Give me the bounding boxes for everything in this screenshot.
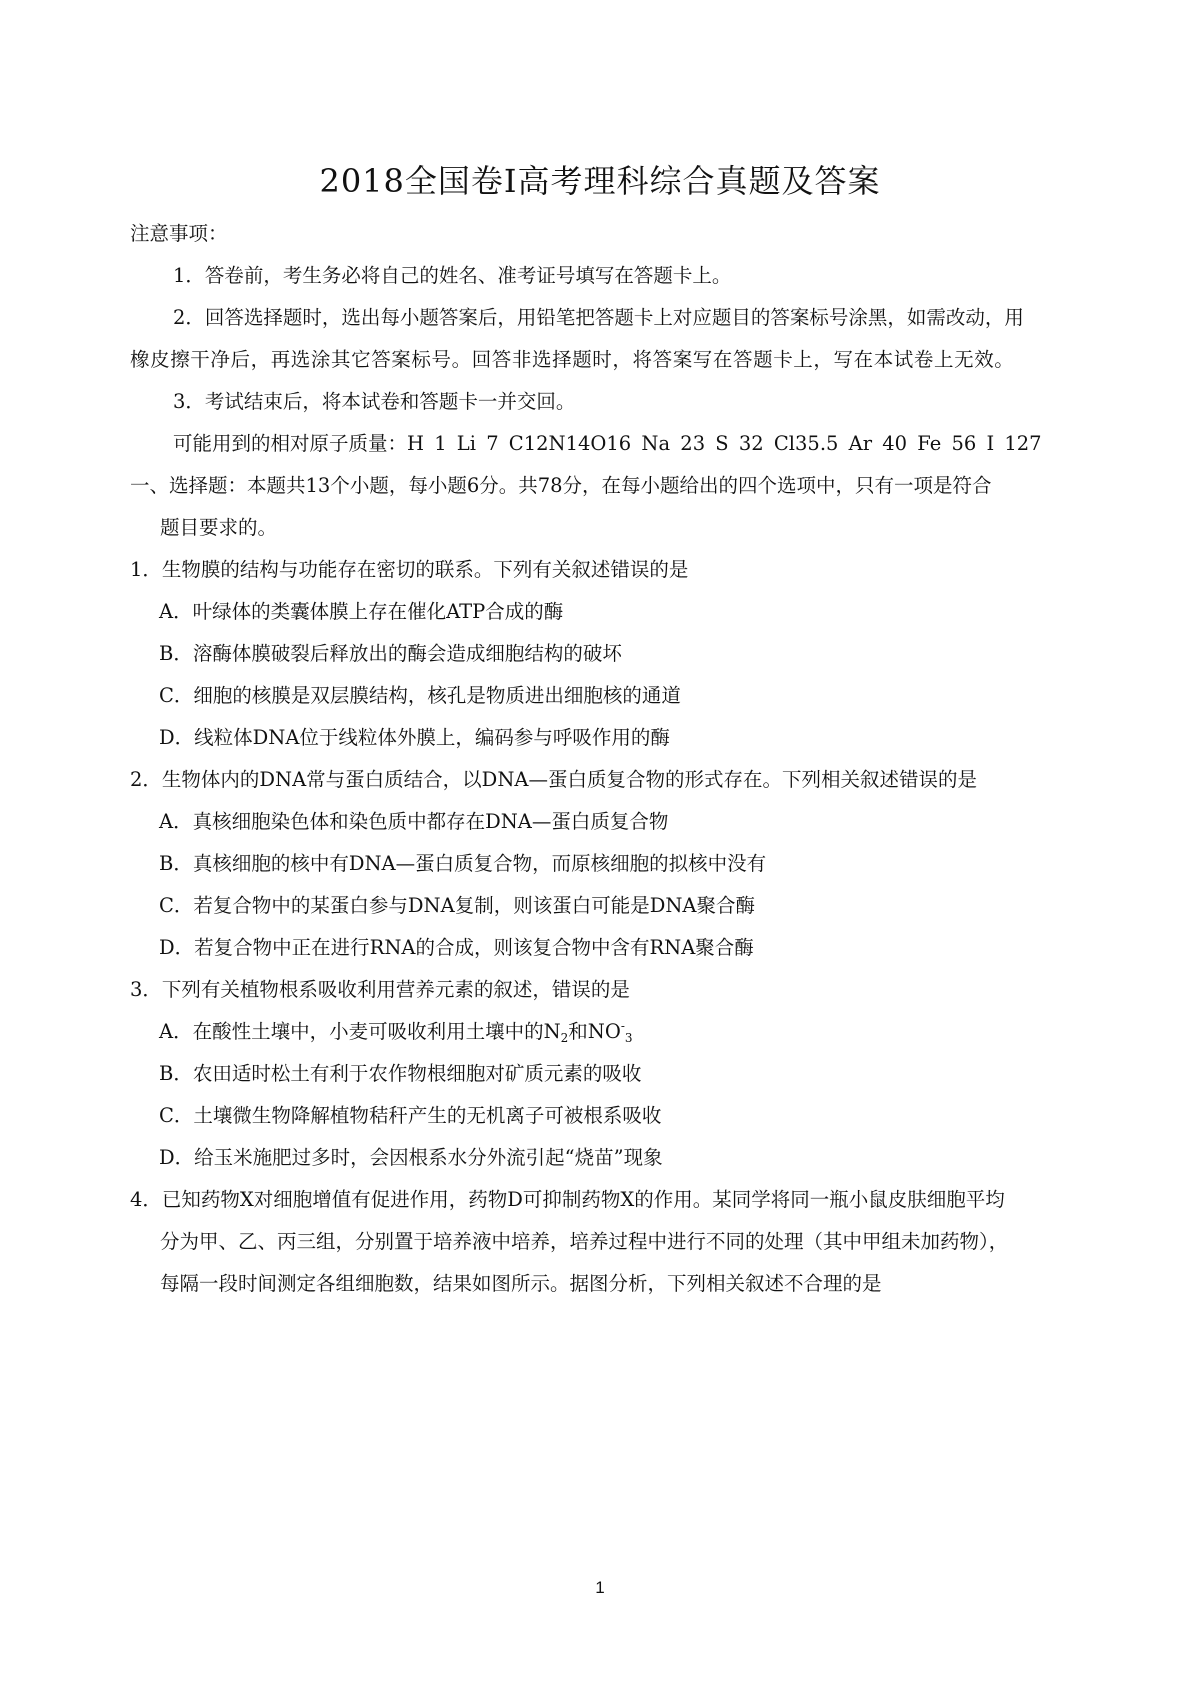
question-4-stem-cont-2: 每隔一段时间测定各组细胞数，结果如图所示。据图分析，下列相关叙述不合理的是 <box>160 1272 882 1295</box>
subscript: 3 <box>624 1031 633 1045</box>
question-4-stem: 4．已知药物X对细胞增值有促进作用，药物D可抑制药物X的作用。某同学将同一瓶小鼠皮肤细胞平均 <box>130 1188 1005 1211</box>
question-3-option-c: C．土壤微生物降解植物秸秆产生的无机离子可被根系吸收 <box>159 1104 662 1127</box>
question-3-option-a-text-2: 和NO <box>568 1020 621 1043</box>
question-4-stem-cont-1: 分为甲、乙、丙三组，分别置于培养液中培养，培养过程中进行不同的处理（其中甲组未加药物）， <box>160 1230 1009 1253</box>
notice-item-2-cont: 橡皮擦干净后，再选涂其它答案标号。回答非选择题时，将答案写在答题卡上，写在本试卷上无效。 <box>130 348 1015 371</box>
question-1-option-d: D．线粒体DNA位于线粒体外膜上，编码参与呼吸作用的酶 <box>159 726 670 749</box>
subscript: 2 <box>560 1031 569 1045</box>
notice-item-3: 3．考试结束后，将本试卷和答题卡一并交回。 <box>173 390 576 413</box>
page-title: 2018全国卷Ⅰ高考理科综合真题及答案 <box>319 162 881 200</box>
question-3-option-d: D．给玉米施肥过多时，会因根系水分外流引起“烧苗”现象 <box>159 1146 663 1169</box>
question-3-stem: 3．下列有关植物根系吸收利用营养元素的叙述，错误的是 <box>130 978 630 1001</box>
page-number: 1 <box>595 1578 605 1597</box>
question-1-option-c: C．细胞的核膜是双层膜结构，核孔是物质进出细胞核的通道 <box>159 684 681 707</box>
atomic-masses: 可能用到的相对原子质量：H 1 Li 7 C12N14O16 Na 23 S 32 Cl35.5 Ar 40 Fe 56 I 127 <box>173 432 1042 455</box>
notice-heading: 注意事项： <box>130 222 228 245</box>
question-2-option-a: A．真核细胞染色体和染色质中都存在DNA—蛋白质复合物 <box>159 810 669 833</box>
question-3-option-a-text: A．在酸性土壤中，小麦可吸收利用土壤中的N <box>159 1020 561 1043</box>
question-1-stem: 1．生物膜的结构与功能存在密切的联系。下列有关叙述错误的是 <box>130 558 689 581</box>
question-3-option-a <box>159 1018 633 1048</box>
section-heading: 一、选择题：本题共13个小题，每小题6分。共78分，在每小题给出的四个选项中，只有一项是符合 <box>130 474 992 497</box>
question-3-option-b: B．农田适时松土有利于农作物根细胞对矿质元素的吸收 <box>159 1062 642 1085</box>
section-heading-cont: 题目要求的。 <box>160 516 278 539</box>
question-2-option-b: B．真核细胞的核中有DNA—蛋白质复合物，而原核细胞的拟核中没有 <box>159 852 767 875</box>
question-2-stem: 2．生物体内的DNA常与蛋白质结合，以DNA—蛋白质复合物的形式存在。下列相关叙述错误的是 <box>130 768 977 791</box>
notice-item-1: 1．答卷前，考生务必将自己的姓名、准考证号填写在答题卡上。 <box>173 264 732 287</box>
question-1-option-b: B．溶酶体膜破裂后释放出的酶会造成细胞结构的破坏 <box>159 642 622 665</box>
question-2-option-d: D．若复合物中正在进行RNA的合成，则该复合物中含有RNA聚合酶 <box>159 936 754 959</box>
notice-item-2: 2．回答选择题时，选出每小题答案后，用铅笔把答题卡上对应题目的答案标号涂黑，如需改动，用 <box>173 306 1024 329</box>
question-2-option-c: C．若复合物中的某蛋白参与DNA复制，则该蛋白可能是DNA聚合酶 <box>159 894 755 917</box>
question-1-option-a: A．叶绿体的类囊体膜上存在催化ATP合成的酶 <box>159 600 564 623</box>
superscript: - <box>620 1019 625 1033</box>
